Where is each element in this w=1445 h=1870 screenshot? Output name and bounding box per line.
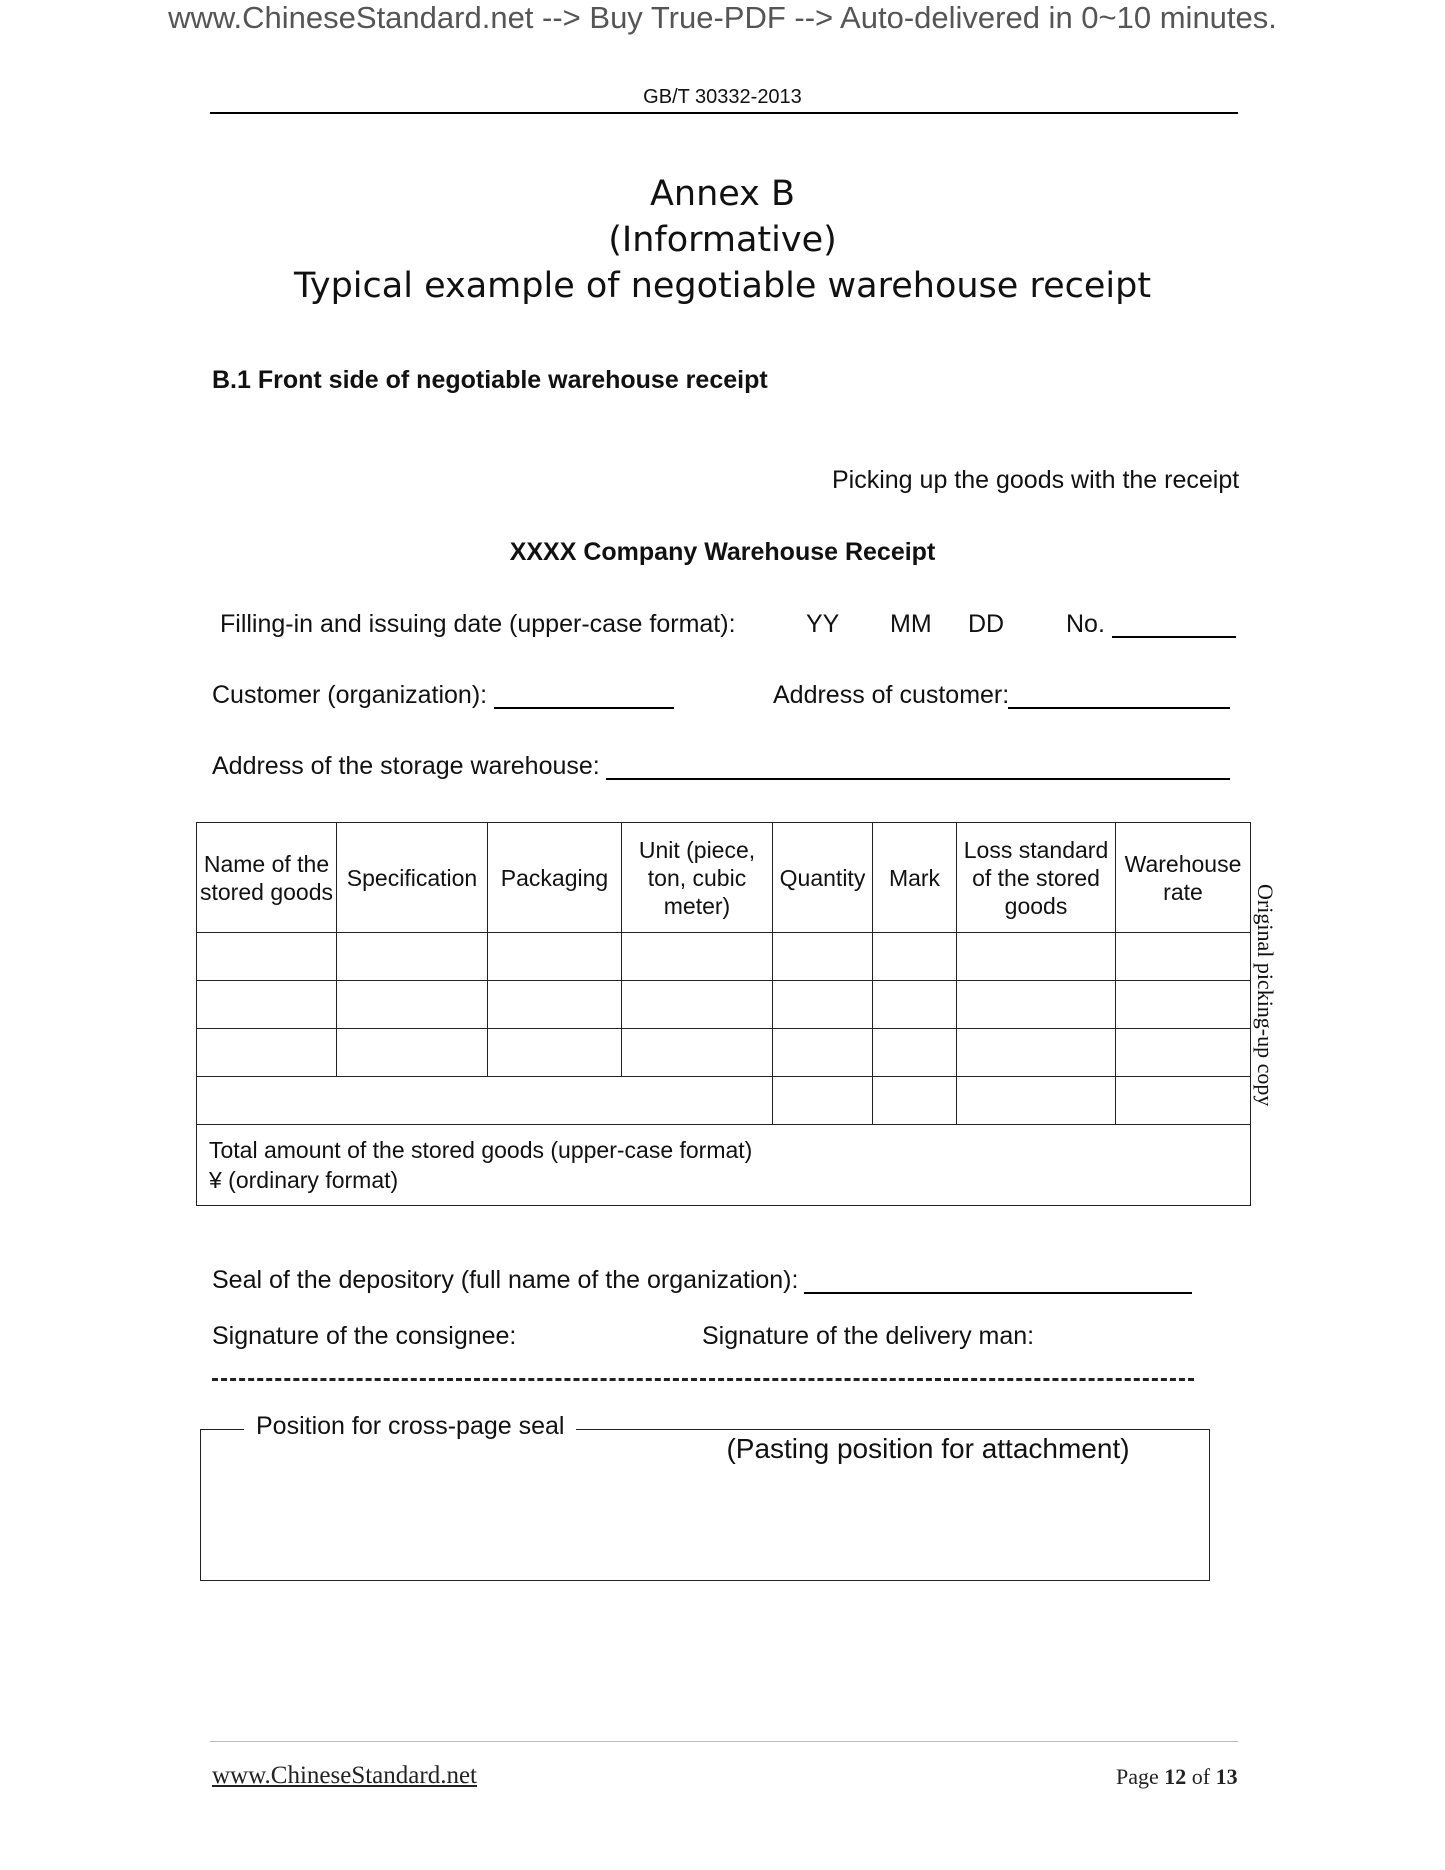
table-cell[interactable] [773, 1077, 873, 1125]
col-header-loss-standard: Loss standard of the stored goods [957, 823, 1116, 933]
cut-line [212, 1378, 1194, 1381]
delivery-signature-label: Signature of the delivery man: [702, 1322, 1035, 1350]
warehouse-address-blank[interactable] [606, 754, 1230, 780]
attachment-label: (Pasting position for attachment) [726, 1433, 1130, 1464]
table-cell[interactable] [957, 933, 1116, 981]
month-field: MM [890, 610, 932, 638]
annex-title: Typical example of negotiable warehouse receipt [293, 266, 1152, 306]
table-cell[interactable] [773, 981, 873, 1029]
page-total: 13 [1215, 1764, 1238, 1789]
total-amount-label: Total amount of the stored goods (upper-case format) [209, 1137, 753, 1163]
table-cell[interactable] [773, 933, 873, 981]
col-header-mark: Mark [873, 823, 957, 933]
col-header-unit: Unit (piece, ton, cubic meter) [622, 823, 773, 933]
footer-link[interactable]: www.ChineseStandard.net [212, 1762, 477, 1789]
annex-label: Annex B [649, 174, 796, 214]
table-cell[interactable] [873, 1077, 957, 1125]
table-cell[interactable] [1116, 981, 1251, 1029]
top-banner-link[interactable]: www.ChineseStandard.net --> Buy True-PDF --> Auto-delivered in 0~10 minutes. [168, 0, 1277, 35]
table-cell[interactable] [197, 1029, 337, 1077]
page-of: of [1191, 1764, 1211, 1789]
col-header-packaging: Packaging [488, 823, 622, 933]
table-cell[interactable] [337, 933, 488, 981]
seal-blank[interactable] [804, 1268, 1192, 1294]
warehouse-address-label: Address of the storage warehouse: [212, 752, 600, 780]
consignee-signature-label: Signature of the consignee: [212, 1322, 517, 1350]
customer-blank[interactable] [494, 683, 674, 709]
table-cell[interactable] [1116, 1077, 1251, 1125]
side-copy-text: Original picking-up copy [1253, 884, 1278, 1107]
table-row [197, 933, 1251, 981]
total-amount-cell[interactable] [197, 1125, 1251, 1206]
doc-id: GB/T 30332-2013 [643, 86, 802, 108]
table-cell[interactable] [1116, 1029, 1251, 1077]
date-label: Filling-in and issuing date (upper-case format): [220, 610, 736, 638]
total-row [197, 1125, 1251, 1206]
customer-label: Customer (organization): [212, 681, 488, 709]
table-cell[interactable] [957, 1029, 1116, 1077]
number-label: No. [1066, 610, 1105, 638]
page-number [1116, 1764, 1238, 1790]
year-field: YY [806, 610, 840, 638]
col-header-specification: Specification [337, 823, 488, 933]
table-cell[interactable] [197, 933, 337, 981]
table-cell[interactable] [1116, 933, 1251, 981]
side-copy-label [1244, 884, 1292, 1144]
col-header-quantity: Quantity [773, 823, 873, 933]
company-receipt-title: XXXX Company Warehouse Receipt [509, 538, 936, 566]
table-cell[interactable] [337, 981, 488, 1029]
table-cell[interactable] [488, 933, 622, 981]
customer-address-label: Address of customer: [773, 681, 1010, 709]
table-cell[interactable] [957, 1077, 1116, 1125]
table-cell[interactable] [488, 981, 622, 1029]
table-row [197, 981, 1251, 1029]
table-row [197, 1029, 1251, 1077]
day-field: DD [968, 610, 1005, 638]
page-prefix: Page [1116, 1764, 1159, 1789]
seal-label: Seal of the depository (full name of the organization): [212, 1266, 799, 1294]
table-cell[interactable] [873, 1029, 957, 1077]
table-cell[interactable] [622, 1029, 773, 1077]
table-cell[interactable] [197, 981, 337, 1029]
cross-page-seal-label: Position for cross-page seal [244, 1412, 576, 1441]
table-cell[interactable] [873, 981, 957, 1029]
goods-table [196, 822, 1251, 1206]
table-cell[interactable] [622, 981, 773, 1029]
table-cell[interactable] [197, 1077, 773, 1125]
picking-note: Picking up the goods with the receipt [832, 466, 1240, 494]
page-current: 12 [1164, 1764, 1187, 1789]
header-rule [210, 112, 1238, 114]
customer-address-blank[interactable] [1008, 683, 1230, 709]
table-cell[interactable] [873, 933, 957, 981]
col-header-warehouse-rate: Warehouse rate [1116, 823, 1251, 933]
table-cell[interactable] [337, 1029, 488, 1077]
table-cell[interactable] [622, 933, 773, 981]
footer-rule [210, 1741, 1238, 1742]
total-amount-ordinary: ¥ (ordinary format) [209, 1167, 399, 1193]
table-header-row [197, 823, 1251, 933]
table-cell[interactable] [773, 1029, 873, 1077]
section-heading: B.1 Front side of negotiable warehouse receipt [212, 366, 768, 394]
col-header-name: Name of the stored goods [197, 823, 337, 933]
table-row [197, 1077, 1251, 1125]
table-cell[interactable] [957, 981, 1116, 1029]
annex-type: (Informative) [608, 220, 837, 260]
table-cell[interactable] [488, 1029, 622, 1077]
number-blank[interactable] [1112, 612, 1236, 638]
